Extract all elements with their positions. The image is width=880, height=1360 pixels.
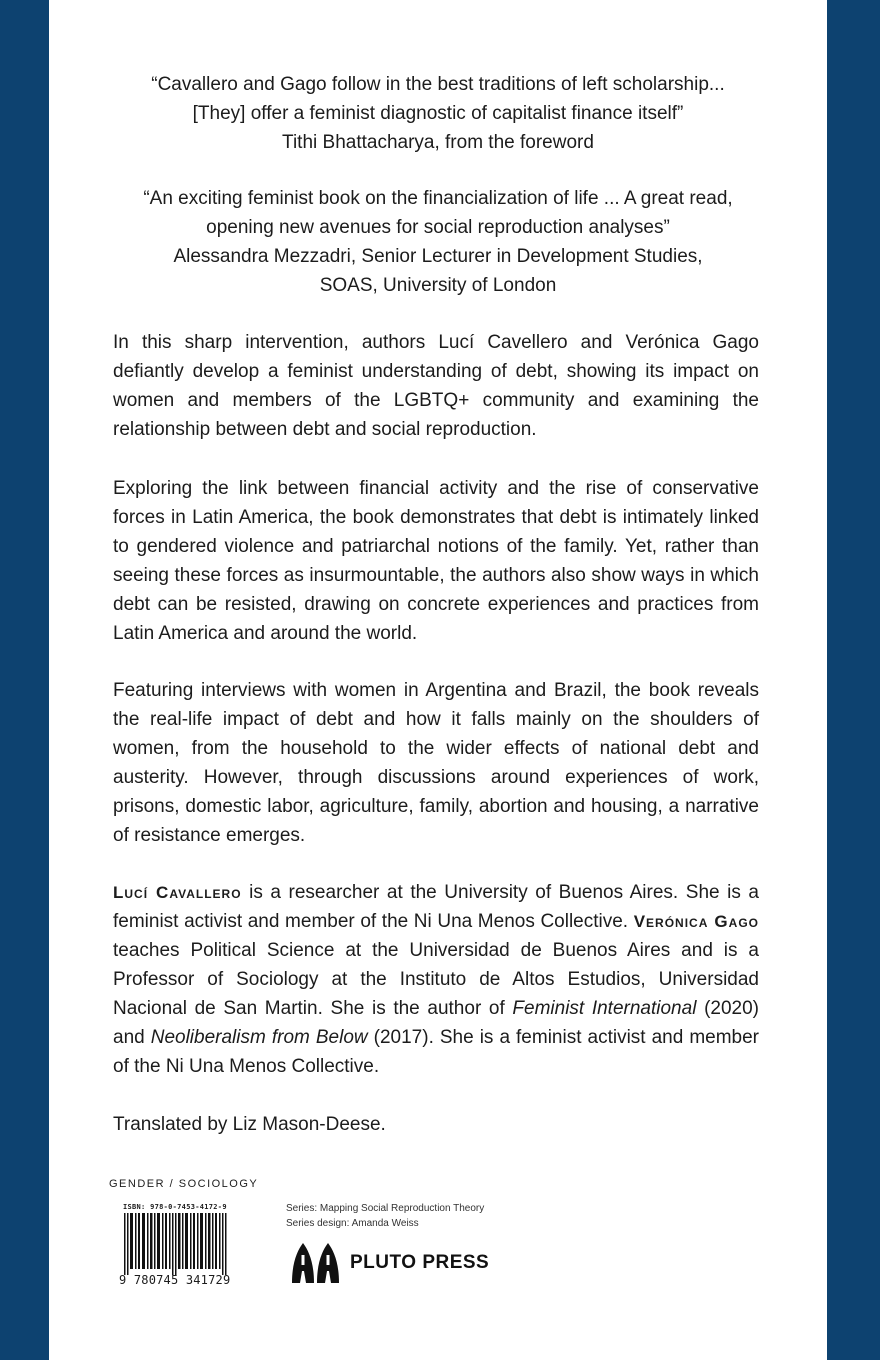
publisher-logo	[290, 1240, 489, 1286]
quote-line: “Cavallero and Gago follow in the best traditions of left scholarship...	[151, 74, 725, 95]
barcode-number: 9 780745 341729	[119, 1273, 231, 1287]
author-bio	[113, 878, 759, 1081]
barcode-bars	[124, 1213, 229, 1275]
book-title: Neoliberalism from Below	[150, 1027, 368, 1048]
pluto-press-logo-icon	[290, 1241, 342, 1285]
quote-line: opening new avenues for social reproduction analyses”	[206, 217, 670, 238]
series-line: Series: Mapping Social Reproduction Theory	[286, 1203, 485, 1214]
quote-attribution: Tithi Bhattacharya, from the foreword	[282, 132, 594, 153]
translator-credit: Translated by Liz Mason-Deese.	[113, 1114, 386, 1135]
quote-line: [They] offer a feminist diagnostic of capitalist finance itself”	[192, 103, 684, 124]
description-paragraph-2: Exploring the link between financial activity and the rise of conservative forces in Latin America, the book demonstrates that debt is intimately linked to gendered violence and patriarchal notions of the family. Yet, rather than seeing these forces as insurmountable, the authors also show ways in which debt can be resisted, drawing on concrete experiences and practices from Latin America and around the world.	[113, 478, 759, 644]
description-paragraph-3: Featuring interviews with women in Argentina and Brazil, the book reveals the real-life impact of debt and how it falls mainly on the shoulders of women, from the household to the wider effects of national debt and austerity. However, through discussions around experiences of work, prisons, domestic labor, agriculture, family, abortion and housing, a narrative of resistance emerges.	[113, 680, 759, 846]
description-paragraph-1: In this sharp intervention, authors Lucí Cavellero and Verónica Gago defiantly develop a feminist understanding of debt, showing its impact on women and members of the LGBTQ+ community and examining the relationship between debt and social reproduction.	[113, 332, 759, 440]
publisher-name: PLUTO PRESS	[350, 1252, 490, 1273]
subject-category: GENDER / SOCIOLOGY	[109, 1178, 259, 1190]
quote-attribution: Alessandra Mezzadri, Senior Lecturer in Development Studies,	[173, 246, 703, 267]
review-quote-1	[49, 70, 827, 157]
quote-line: “An exciting feminist book on the financialization of life ... A great read,	[143, 188, 733, 209]
book-title: Feminist International	[512, 998, 697, 1019]
series-info	[286, 1201, 484, 1231]
isbn-barcode	[119, 1203, 231, 1289]
back-cover	[49, 0, 827, 1360]
author-name-2: Verónica Gago	[633, 912, 759, 931]
isbn-label: ISBN: 978-0-7453-4172-9	[123, 1203, 227, 1211]
bio-text: (2020) and	[113, 998, 759, 1048]
author-name-1: Lucí Cavallero	[113, 883, 242, 902]
bio-text: (2017). She is a feminist activist and member of the Ni Una Menos Collective.	[113, 1027, 760, 1077]
quote-attribution: SOAS, University of London	[319, 275, 557, 296]
review-quote-2	[49, 184, 827, 300]
series-design-line: Series design: Amanda Weiss	[286, 1218, 419, 1229]
bio-text: is a researcher at the University of Buenos Aires. She is a feminist activist and member of the Ni Una Menos Collective.	[113, 882, 759, 932]
bio-text: teaches Political Science at the Universidad de Buenos Aires and is a Professor of Sociology at the Instituto de Altos Estudios, Universidad Nacional de San Martin. She is the author of	[113, 940, 759, 1019]
